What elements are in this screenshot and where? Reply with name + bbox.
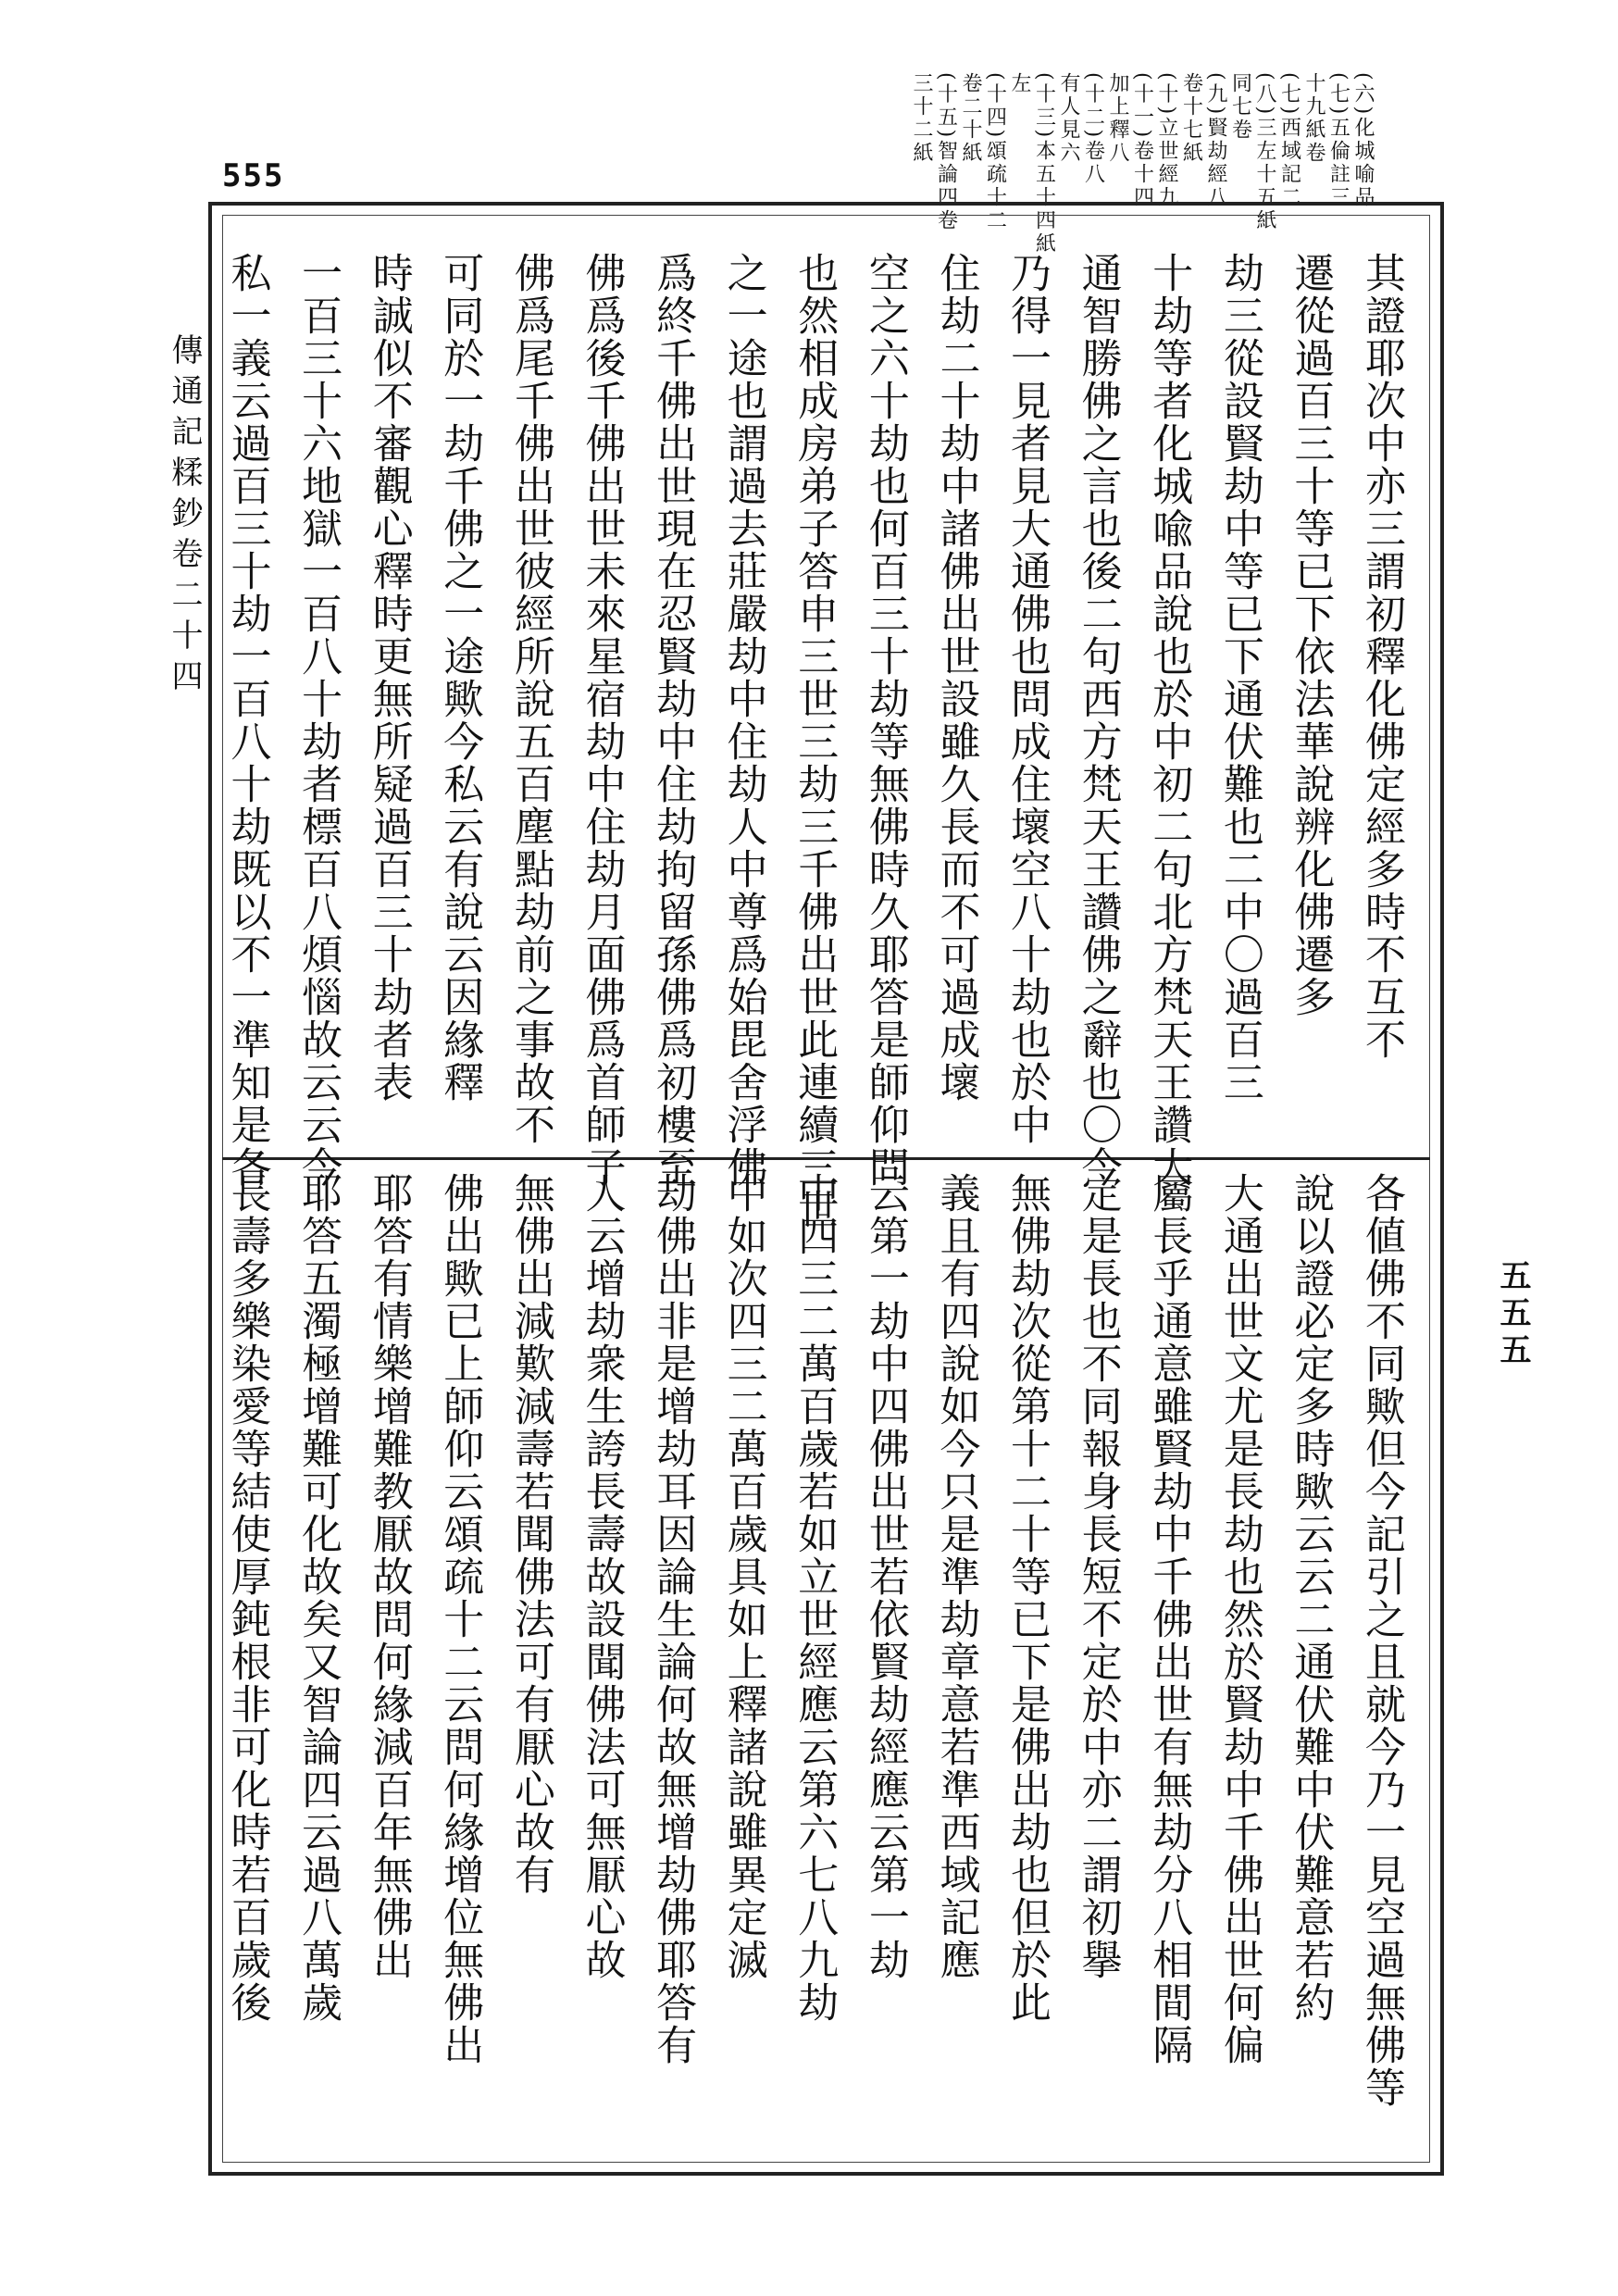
text-line: 劫佛出非是增劫耳因論生論何故無增劫佛耶答有	[649, 1172, 697, 2066]
text-line: 十劫等者化城喩品說也於中初二句北方梵天王讚大	[1145, 252, 1193, 1189]
header-note-line: 三十二紙	[910, 72, 933, 165]
header-note-line: 加上釋八	[1106, 72, 1129, 165]
text-line: 爲終千佛出世現在忍賢劫中住劫拘留孫佛爲初樓至	[649, 252, 697, 1189]
header-note-line: (八)三左十五紙	[1253, 72, 1276, 233]
text-line: 各値佛不同歟但今記引之且就今乃一見空過無佛等	[1358, 1172, 1405, 2109]
text-line: 私一義云過百三十劫一百八十劫既以不一準知是各	[223, 252, 271, 1189]
text-line: 遷從過百三十等已下依法華說辨化佛遷多	[1287, 252, 1335, 1018]
text-line: 之一途也謂過去莊嚴劫中住劫人中尊爲始毘舍浮佛	[719, 252, 767, 1189]
running-title: 傳通記糅鈔卷二十四	[166, 333, 203, 700]
text-line: 劫三從設賢劫中等已下通伏難也二中〇過百三	[1215, 252, 1263, 1104]
text-line: 耶答有情樂增難教厭故問何緣減百年無佛出	[365, 1172, 413, 1981]
text-line: 無佛劫次從第十二十等已下是佛出劫也但於此	[1003, 1172, 1052, 2024]
header-note-line: (十五)智論四卷	[934, 72, 958, 233]
header-note-line: (十)立世經九	[1155, 72, 1178, 210]
page-number: 555	[222, 157, 285, 194]
header-note-line: (十三)本五十四紙	[1032, 72, 1056, 256]
text-line: 可同於一劫千佛之一途歟今私云有說云因緣釋	[436, 252, 484, 1104]
text-line: 大通出世文尤是長劫也然於賢劫中千佛出世何偏	[1215, 1172, 1263, 2066]
header-note-line: 十九紙卷	[1302, 72, 1326, 165]
text-line: 云第一劫中四佛出世若依賢劫經應云第一劫	[861, 1172, 909, 1981]
text-line: 說以證必定多時歟云云二通伏難中伏難意若約	[1287, 1172, 1335, 2024]
text-line: 人云增劫衆生誇長壽故設聞佛法可無厭心故	[578, 1172, 626, 1981]
header-note-line: 有人見六	[1057, 72, 1080, 165]
text-line: 定是長也不同報身長短不定於中亦二謂初擧	[1074, 1172, 1122, 1981]
header-note-line: (十二)卷八	[1081, 72, 1105, 187]
text-line: 乃得一見者見大通佛也問成住壞空八十劫也於中	[1003, 252, 1052, 1146]
text-line: 時誠似不審觀心釋時更無所疑過百三十劫者表	[365, 252, 413, 1104]
upper-text-panel	[223, 252, 1416, 1231]
text-line: 義且有四說如今只是準劫章意若準西域記應	[932, 1172, 980, 1981]
header-note-line: (七)西域記二	[1277, 72, 1301, 210]
text-line: 一百三十六地獄一百八十劫者標百八煩惱故云云今	[294, 252, 342, 1189]
text-line: 中四三二萬百歲若如立世經應云第六七八九劫	[790, 1172, 839, 2024]
kanji-page-number: 五五五	[1494, 1259, 1531, 1370]
header-note-line: 左	[1008, 72, 1031, 95]
text-line: 中如次四三二萬百歲具如上釋諸說雖異定滅	[719, 1172, 767, 1981]
text-line: 住劫二十劫中諸佛出世設雖久長而不可過成壞	[932, 252, 980, 1104]
header-note-line: (六)化城喻品	[1351, 72, 1375, 210]
lower-text-panel	[223, 1172, 1416, 2153]
text-line: 屬長乎通意雖賢劫中千佛出世有無劫分八相間隔	[1145, 1172, 1193, 2066]
text-line: 也然相成房弟子答申三世三劫三千佛出世此連續三世	[790, 252, 839, 1231]
header-note-line: (九)賢劫經八	[1204, 72, 1227, 210]
header-note-line: 同七卷	[1228, 72, 1252, 142]
text-line: 空之六十劫也何百三十劫等無佛時久耶答是師仰問	[861, 252, 909, 1189]
text-line: 無佛出減歎減壽若聞佛法可有厭心故有	[506, 1172, 554, 1896]
text-line: 佛出歟已上師仰云頌疏十二云問何緣增位無佛出	[436, 1172, 484, 2066]
header-notes	[532, 72, 1375, 256]
text-line: 長壽多樂染愛等結使厚鈍根非可化時若百歲後	[223, 1172, 271, 2024]
header-note-line: (七)五倫註三	[1326, 72, 1350, 210]
header-note-line: (十一)卷十四	[1130, 72, 1154, 210]
text-line: 佛爲尾千佛出世彼經所說五百塵點劫前之事故不	[506, 252, 554, 1146]
header-note-line: 卷十七紙	[1179, 72, 1203, 165]
text-line: 通智勝佛之言也後二句西方梵天王讚佛之辭也〇今	[1074, 252, 1122, 1189]
header-note-line: 卷二十紙	[959, 72, 982, 165]
header-note-line: (十四)頌疏十二	[983, 72, 1007, 233]
text-line: 佛爲後千佛出世未來星宿劫中住劫月面佛爲首師子	[578, 252, 626, 1189]
text-line: 其證耶次中亦三謂初釋化佛定經多時不互不	[1358, 252, 1405, 1061]
text-line: 耶答五濁極增難可化故矣又智論四云過八萬歲	[294, 1172, 342, 2024]
